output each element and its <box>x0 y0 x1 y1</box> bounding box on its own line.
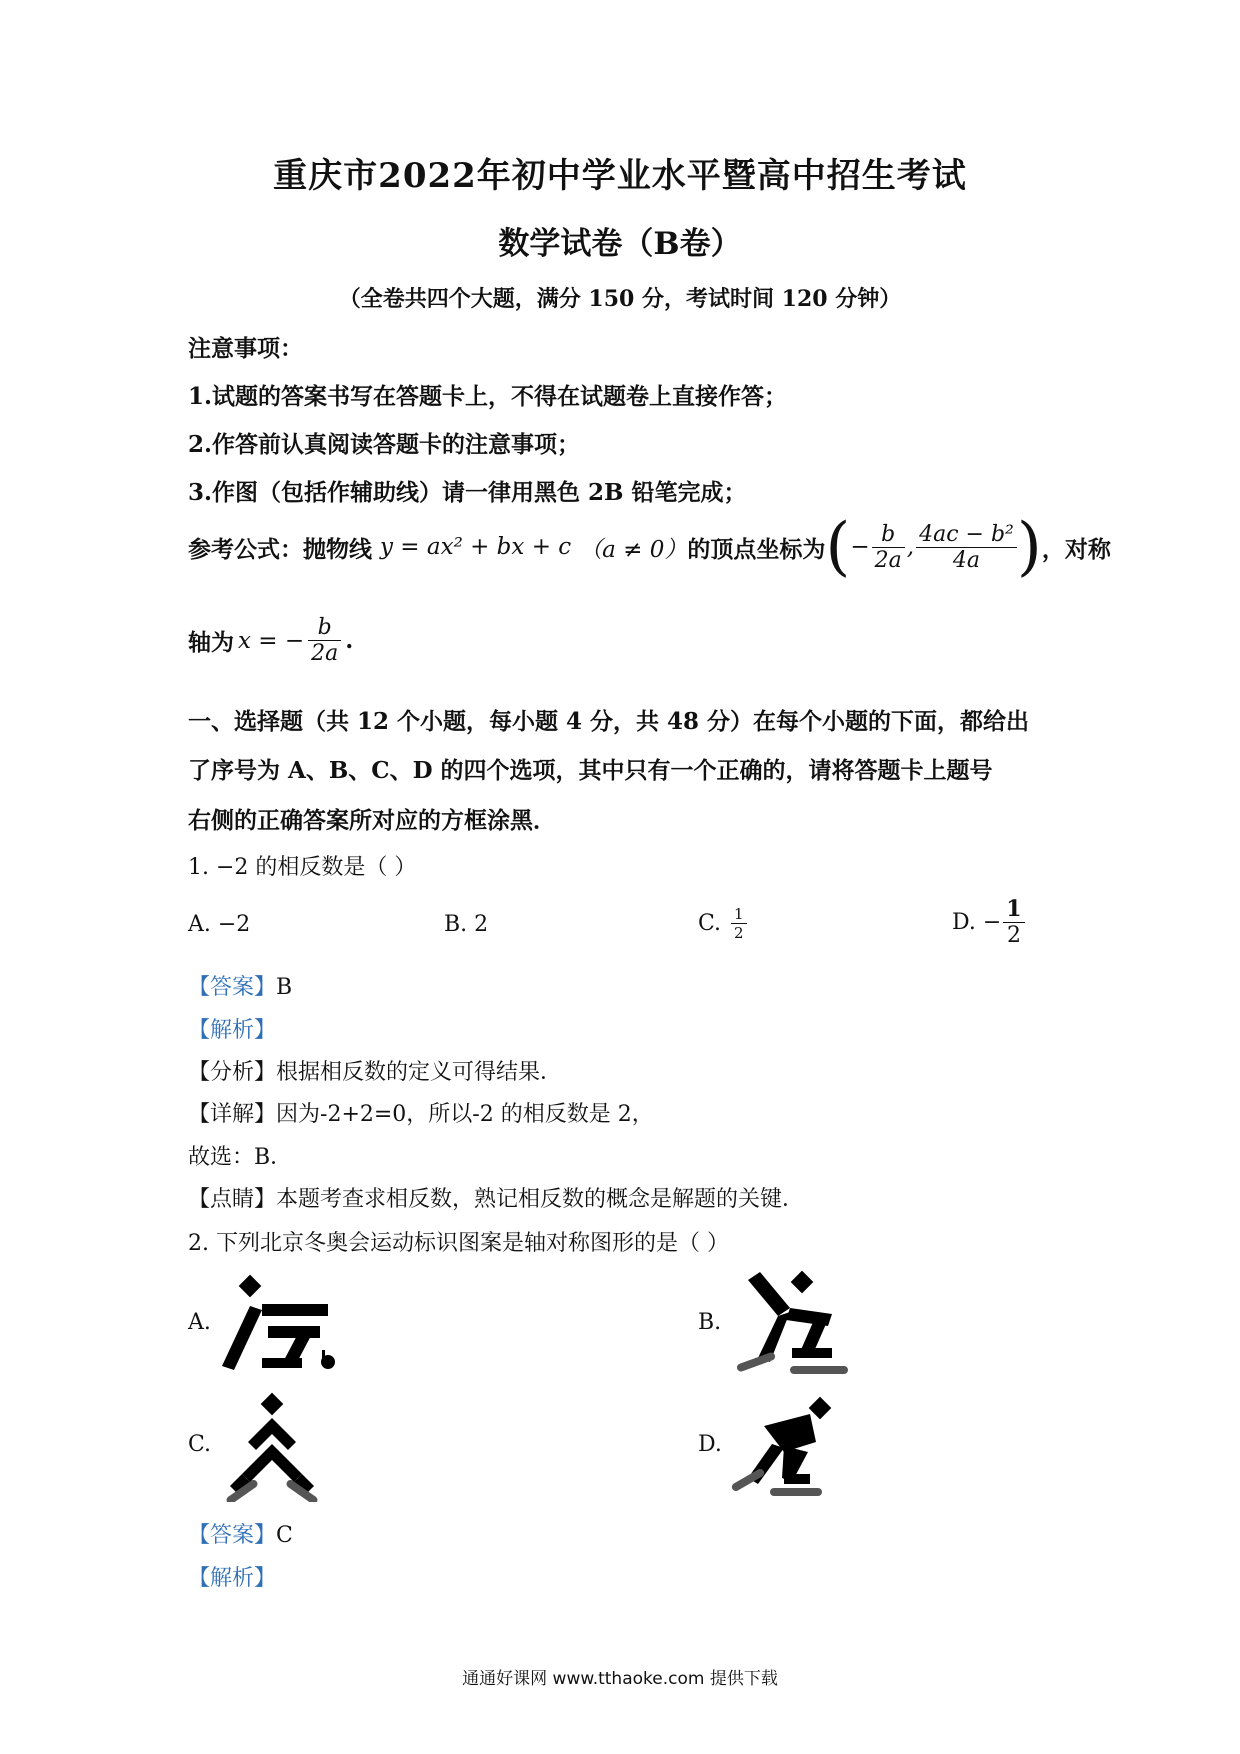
q1-option-d-num: 1 <box>1003 896 1024 923</box>
section1-line-3: 右侧的正确答案所对应的方框涂黑． <box>188 807 556 834</box>
section1-line-1: 一、选择题（共 12 个小题，每小题 4 分，共 48 分）在每个小题的下面，都给出 <box>188 708 1030 735</box>
reference-formula <box>188 510 1111 584</box>
formula-prefix: 参考公式：抛物线 <box>188 535 372 563</box>
vertex-y-fraction <box>916 522 1017 573</box>
q2-answer-value: C <box>276 1523 293 1548</box>
formula-condition: （a ≠ 0） <box>579 536 688 563</box>
left-paren: ( <box>825 510 851 584</box>
minus-sign: − <box>850 534 870 560</box>
q1-option-d <box>952 896 1025 948</box>
exam-info: （全卷共四个大题，满分 150 分，考试时间 120 分钟） <box>338 286 902 312</box>
q1-fenxi <box>188 1055 562 1086</box>
q1-stem: 1. −2 的相反数是（ ） <box>188 855 417 880</box>
exam-subtitle: 数学试卷（B卷） <box>498 226 742 262</box>
q2-option-c-label: C. <box>188 1432 212 1457</box>
q1-fenxi-tag: 【分析】 <box>188 1060 277 1085</box>
q1-answer <box>188 970 292 1001</box>
axis-fraction <box>308 615 341 666</box>
axis-numerator: b <box>308 615 341 641</box>
notice-item-3: 3.作图（包括作辅助线）请一律用黑色 2B 铅笔完成； <box>188 479 747 506</box>
footer-source: 通通好课网 www.tthaoke.com 提供下载 <box>462 1669 778 1689</box>
q1-xiangjie-text: 因为-2+2=0，所以-2 的相反数是 2， <box>276 1102 654 1127</box>
q1-option-c-fraction <box>731 905 747 942</box>
q1-option-a: A. −2 <box>188 912 251 937</box>
q2-answer-tag: 【答案】 <box>188 1523 277 1548</box>
q1-answer-value: B <box>276 975 293 1000</box>
axis-prefix: 轴为 <box>188 629 234 656</box>
section1-line-2: 了序号为 A、B、C、D 的四个选项，其中只有一个正确的，请将答题卡上题号 <box>188 757 993 784</box>
comma: , <box>906 534 915 560</box>
q2-analysis-tag: 【解析】 <box>188 1566 277 1591</box>
q1-option-c-label: C. <box>698 911 722 936</box>
speed-skating-pictogram-d-icon <box>728 1392 838 1502</box>
q2-option-d-label: D. <box>698 1432 722 1457</box>
q2-answer <box>188 1518 293 1549</box>
q1-guxuan: 故选：B． <box>188 1145 293 1170</box>
q1-fenxi-text: 根据相反数的定义可得结果． <box>276 1060 563 1085</box>
q1-option-d-fraction <box>1003 896 1024 948</box>
figure-skating-pictogram-c-icon <box>222 1392 322 1502</box>
q1-xiangjie-tag: 【详解】 <box>188 1102 277 1127</box>
notice-item-2: 2.作答前认真阅读答题卡的注意事项； <box>188 431 581 458</box>
q1-xiangjie <box>188 1097 654 1128</box>
speed-skating-pictogram-b-icon <box>728 1270 848 1380</box>
exam-title: 重庆市2022年初中学业水平暨高中招生考试 <box>273 156 967 196</box>
q1-option-c <box>698 905 747 942</box>
q1-dianjing-tag: 【点睛】 <box>188 1187 277 1212</box>
q1-option-c-num: 1 <box>731 905 747 924</box>
axis-formula <box>188 615 353 666</box>
q1-option-b: B. 2 <box>444 912 489 937</box>
formula-suffix: ，对称 <box>1041 535 1111 563</box>
formula-equation: y = ax² + bx + c <box>380 534 572 560</box>
axis-equation: x = − <box>238 627 305 654</box>
q1-option-d-den: 2 <box>1006 923 1021 948</box>
q2-stem: 2. 下列北京冬奥会运动标识图案是轴对称图形的是（ ） <box>188 1231 729 1256</box>
axis-end: . <box>345 627 354 654</box>
notice-item-1: 1.试题的答案书写在答题卡上，不得在试题卷上直接作答； <box>188 383 788 410</box>
q2-option-a-label: A. <box>188 1310 211 1335</box>
vertex-y-denominator: 4a <box>952 547 981 573</box>
q1-option-d-label: D. − <box>952 909 1002 935</box>
q1-dianjing <box>188 1182 804 1213</box>
q1-option-c-den: 2 <box>734 924 744 942</box>
vertex-y-numerator: 4ac − b² <box>916 522 1017 548</box>
q1-answer-tag: 【答案】 <box>188 975 277 1000</box>
vertex-x-fraction <box>872 522 905 573</box>
q1-analysis-tag: 【解析】 <box>188 1018 277 1043</box>
axis-denominator: 2a <box>311 641 339 666</box>
right-paren: ) <box>1016 510 1042 584</box>
q1-dianjing-text: 本题考查求相反数，熟记相反数的概念是解题的关键． <box>276 1187 805 1212</box>
formula-mid: 的顶点坐标为 <box>687 535 826 563</box>
vertex-x-denominator: 2a <box>874 547 902 573</box>
curling-pictogram-icon <box>222 1272 342 1372</box>
notice-heading: 注意事项： <box>188 335 303 362</box>
vertex-x-numerator: b <box>872 522 905 548</box>
q2-option-b-label: B. <box>698 1310 722 1335</box>
